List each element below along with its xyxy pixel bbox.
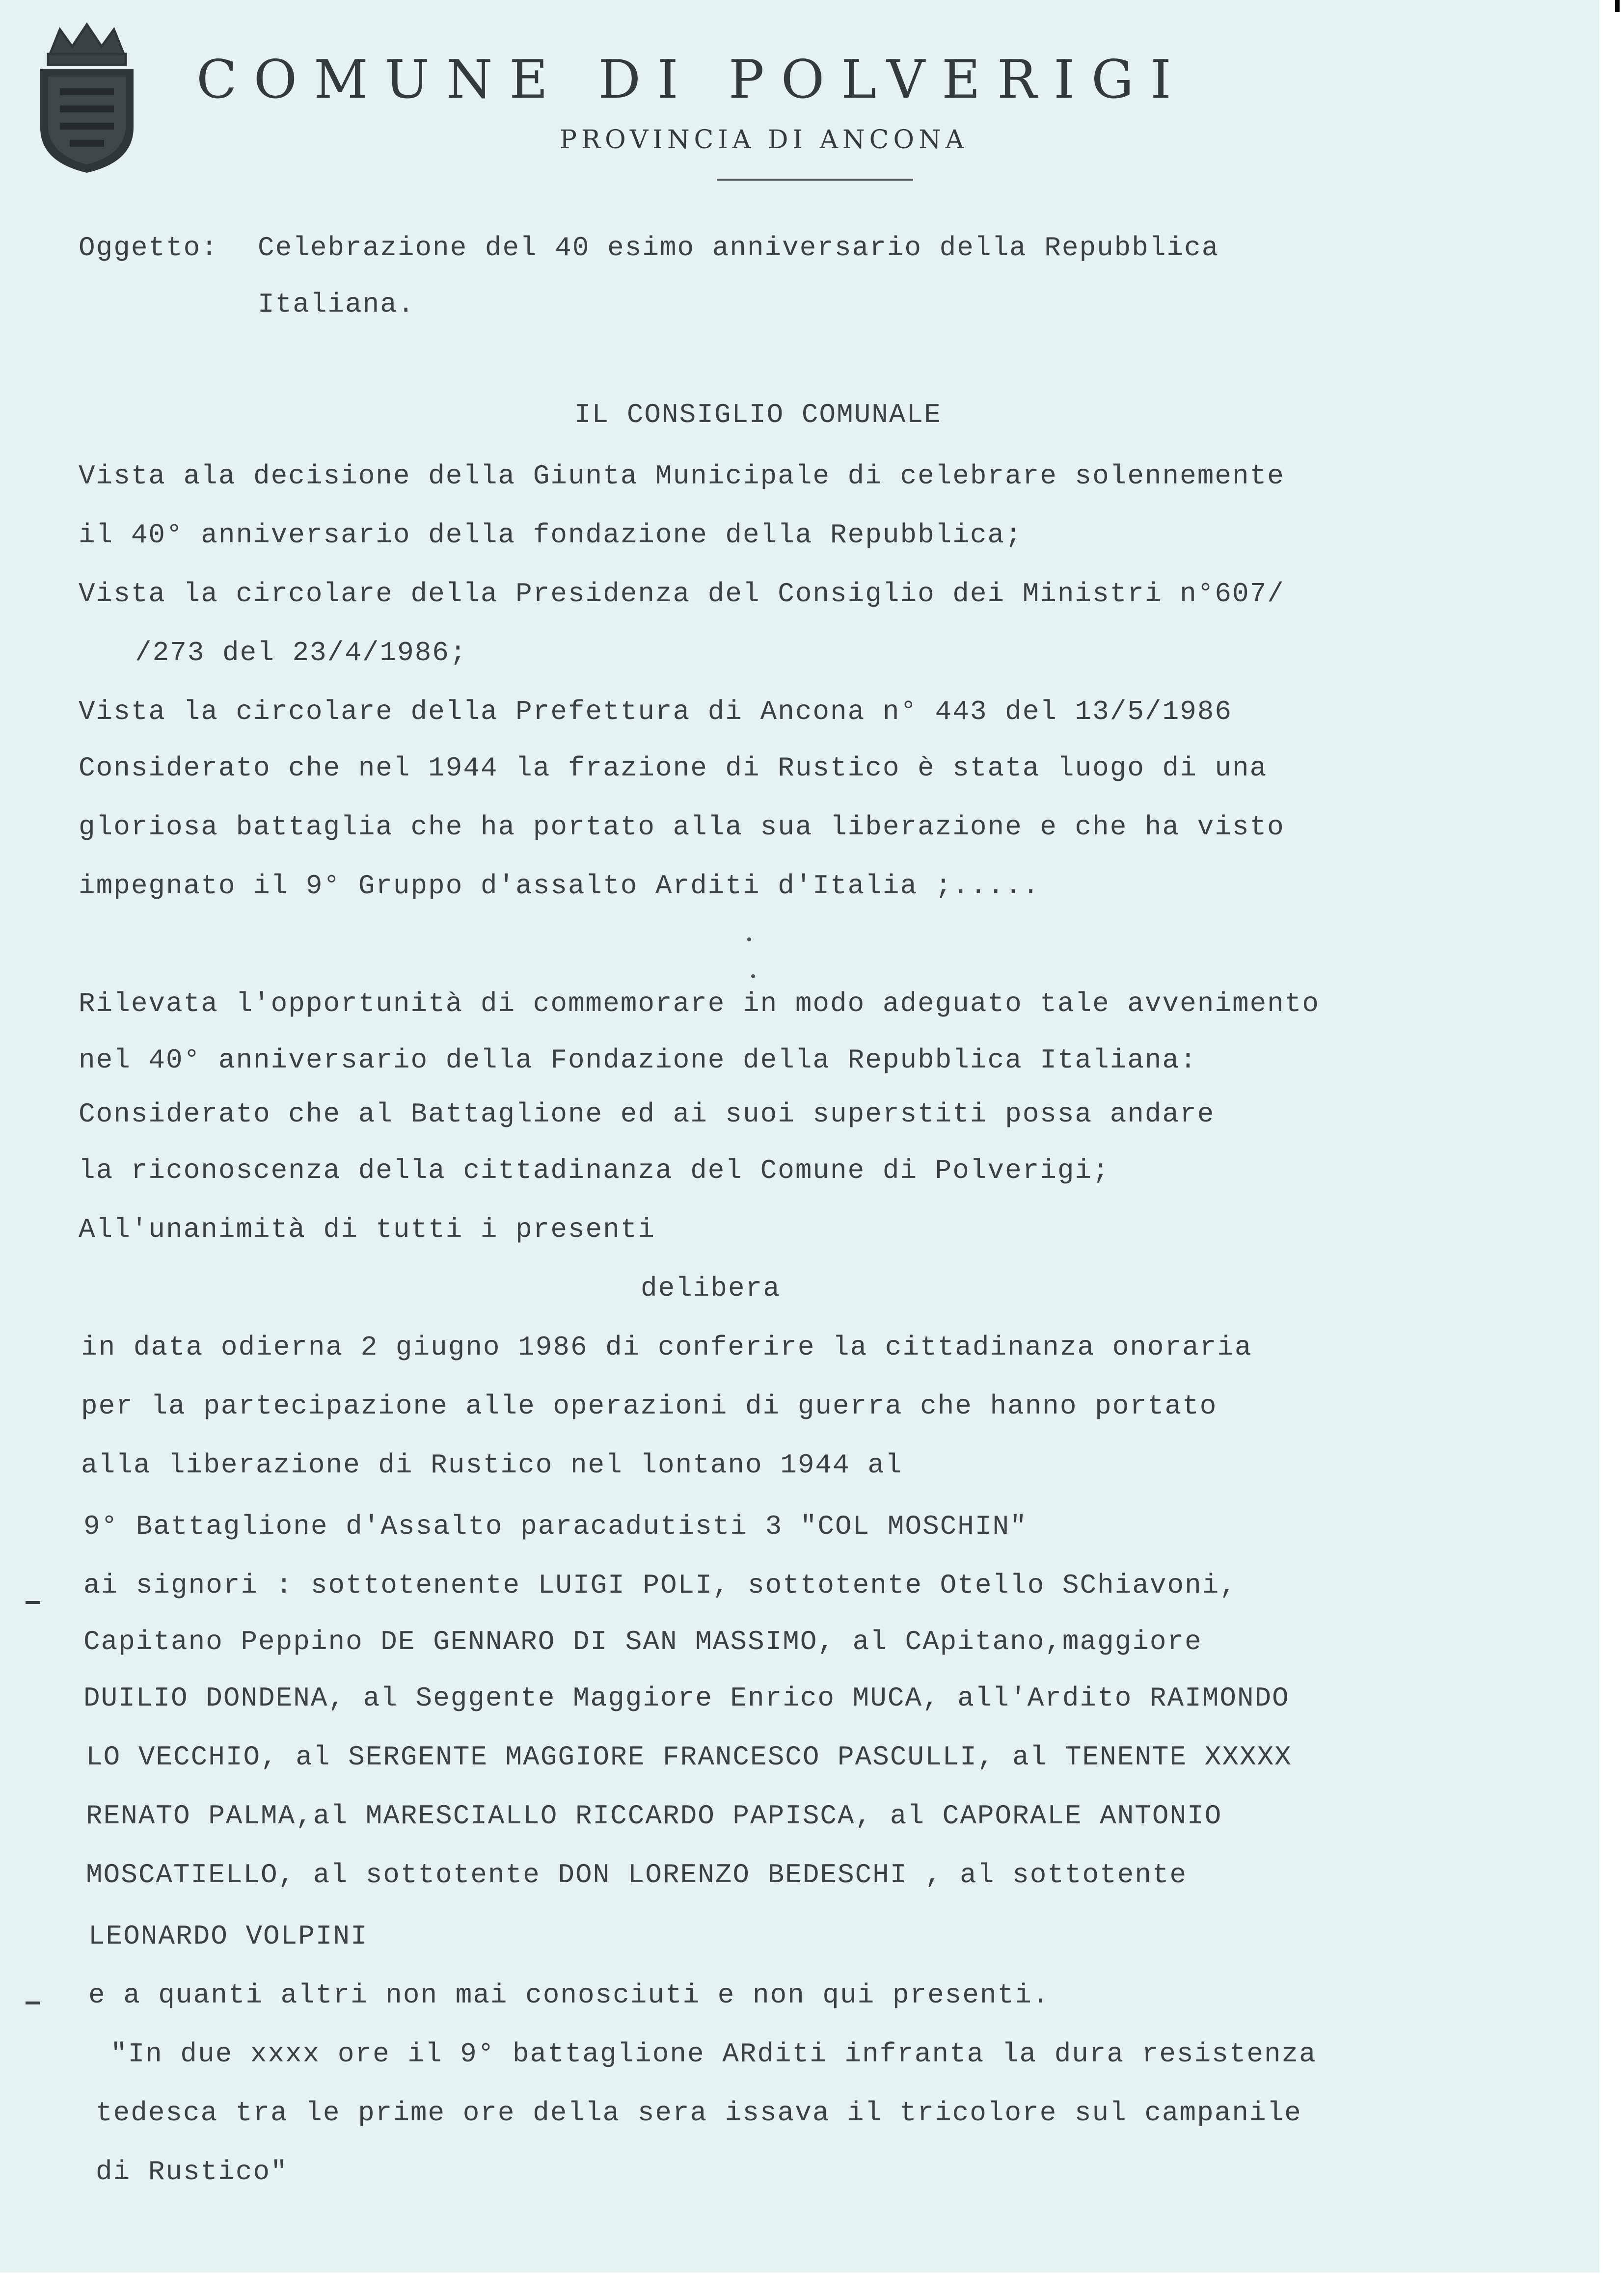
resolution-line: 9° Battaglione d'Assalto paracadutisti 3 "COL MOSCHIN" [83, 1511, 1028, 1542]
resolution-line: LO VECCHIO, al SERGENTE MAGGIORE FRANCESCO PASCULLI, al TENENTE XXXXX [86, 1741, 1292, 1773]
premise-line: Rilevata l'opportunità di commemorare in modo adeguato tale avvenimento [79, 988, 1320, 1019]
resolution-heading: delibera [641, 1273, 781, 1304]
paper-speck [751, 974, 755, 978]
resolution-line: DUILIO DONDENA, al Seggente Maggiore Enrico MUCA, all'Ardito RAIMONDO [83, 1682, 1290, 1714]
resolution-line: e a quanti altri non mai conosciuti e non qui presenti. [88, 1979, 1050, 2011]
resolution-line: LEONARDO VOLPINI [88, 1921, 368, 1952]
premise-line: Vista la circolare della Prefettura di Ancona n° 443 del 13/5/1986 [79, 696, 1232, 727]
resolution-line: in data odierna 2 giugno 1986 di conferire la cittadinanza onoraria [81, 1332, 1252, 1363]
quote-line: di Rustico" [96, 2156, 288, 2188]
resolution-line: Capitano Peppino DE GENNARO DI SAN MASSIMO, al CApitano,maggiore [83, 1626, 1202, 1657]
bullet-dash [26, 2002, 40, 2004]
province-subtitle: PROVINCIA DI ANCONA [560, 125, 969, 155]
resolution-line: RENATO PALMA,al MARESCIALLO RICCARDO PAPISCA, al CAPORALE ANTONIO [86, 1800, 1222, 1832]
council-heading: IL CONSIGLIO COMUNALE [574, 399, 942, 430]
premise-line: nel 40° anniversario della Fondazione della Repubblica Italiana: [79, 1044, 1197, 1076]
municipality-title: COMUNE DI POLVERIGI [196, 49, 1188, 110]
subject-line-2: Italiana. [258, 289, 415, 320]
quote-line: "In due xxxx ore il 9° battaglione ARditi infranta la dura resistenza [110, 2038, 1317, 2070]
paper-speck [747, 937, 751, 941]
premise-line: Considerato che nel 1944 la frazione di Rustico è stata luogo di una [79, 752, 1268, 784]
premise-line: Vista ala decisione della Giunta Municipale di celebrare solennemente [79, 460, 1285, 492]
coat-of-arms-icon [30, 20, 143, 177]
premise-line: la riconoscenza della cittadinanza del Comune di Polverigi; [79, 1155, 1110, 1186]
resolution-line: ai signori : sottotenente LUIGI POLI, sottotente Otello SChiavoni, [83, 1570, 1237, 1601]
edge-mark [1615, 0, 1620, 12]
premise-line: /273 del 23/4/1986; [135, 637, 467, 668]
premise-line: impegnato il 9° Gruppo d'assalto Arditi d'Italia ;..... [79, 870, 1040, 902]
premise-line: gloriosa battaglia che ha portato alla sua liberazione e che ha visto [79, 811, 1285, 843]
bullet-dash [26, 1601, 40, 1604]
resolution-line: per la partecipazione alle operazioni di guerra che hanno portato [81, 1390, 1218, 1422]
subject-label: Oggetto: [79, 232, 218, 264]
header-divider [717, 179, 913, 181]
quote-line: tedesca tra le prime ore della sera issava il tricolore sul campanile [96, 2097, 1302, 2129]
premise-line: Vista la circolare della Presidenza del Consiglio dei Ministri n°607/ [79, 578, 1285, 610]
premise-line: Considerato che al Battaglione ed ai suoi superstiti possa andare [79, 1098, 1215, 1130]
resolution-line: alla liberazione di Rustico nel lontano 1944 al [81, 1449, 903, 1481]
subject-line-1: Celebrazione del 40 esimo anniversario della Repubblica [258, 232, 1219, 264]
resolution-line: MOSCATIELLO, al sottotente DON LORENZO BEDESCHI , al sottotente [86, 1859, 1188, 1891]
premise-line: il 40° anniversario della fondazione della Repubblica; [79, 519, 1023, 551]
premise-line: All'unanimità di tutti i presenti [79, 1214, 655, 1245]
